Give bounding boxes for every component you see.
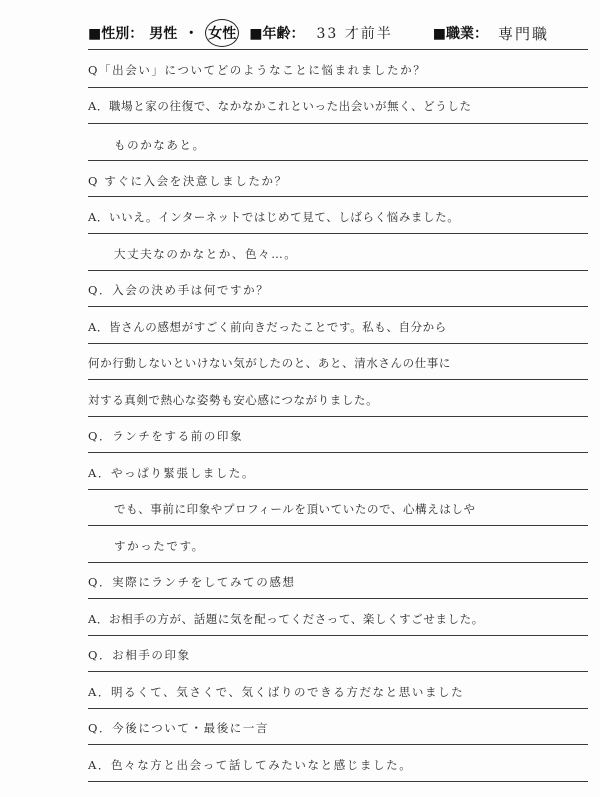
ruled-line [88,306,588,307]
answer-line: A．やっぱり緊張しました。 [88,466,256,480]
question-line: Q．実際にランチをしてみての感想 [88,575,296,589]
question-line: Q．今後について・最後に一言 [88,721,270,735]
profile-header [88,18,588,48]
question-line: Q．ランチをする前の印象 [88,429,244,443]
answer-line: A．職場と家の往復で、なかなかこれといった出会いが無く、どうした [88,99,472,113]
ruled-line [88,525,588,526]
ruled-line [88,196,588,197]
answer-continuation-line: 何か行動しないといけない気がしたのと、あと、清水さんの仕事に [88,356,451,370]
ruled-line [88,598,588,599]
ruled-line [88,744,588,745]
ruled-line [88,562,588,563]
question-line: Q「出会い」についてどのようなことに悩まれましたか？ [88,63,427,77]
ruled-line [88,123,588,124]
gender-label: ■性別： [88,26,144,42]
ruled-line [88,452,588,453]
ruled-line [88,87,588,88]
gender-option-female-circled: 女性 [205,19,239,47]
answer-line: A．お相手の方が、話題に気を配ってくださって、楽しくすごせました。 [88,612,484,626]
answer-continuation-line: すかったです。 [114,539,205,553]
ruled-line [88,671,588,672]
answer-line: A．いいえ。インターネットではじめて見て、しばらく悩みました。 [88,210,460,224]
answer-continuation-line: 大丈夫なのかなとか、色々…。 [114,247,298,261]
ruled-line [88,781,588,782]
occupation-value: 専門職 [497,24,549,43]
ruled-line [88,233,588,234]
ruled-line [88,49,588,50]
question-line: Q すぐに入会を決意しましたか？ [88,174,288,188]
age-value: 33 才前半 [316,26,393,42]
ruled-line [88,708,588,709]
ruled-line [88,635,588,636]
answer-line: A．皆さんの感想がすごく前向きだったことです。私も、自分から [88,320,447,334]
ruled-line [88,343,588,344]
ruled-line [88,489,588,490]
gender-option-male: 男性 [149,26,178,42]
ruled-line [88,160,588,161]
question-line: Q．入会の決め手は何ですか？ [88,283,270,297]
occupation-label: ■職業： [432,26,488,42]
ruled-line [88,270,588,271]
ruled-line [88,416,588,417]
answer-continuation-line: でも、事前に印象やプロフィールを頂いていたので、心構えはしや [114,502,476,516]
gender-separator: ・ [184,26,199,42]
age-label: ■年齢： [249,26,305,42]
answer-continuation-line: 対する真剣で熱心な姿勢も安心感につながりました。 [88,393,379,407]
answer-line: A．明るくて、気さくで、気くばりのできる方だなと思いました [88,685,465,699]
answer-continuation-line: ものかなあと。 [114,138,206,152]
question-line: Q．お相手の印象 [88,648,191,662]
answer-line: A．色々な方と出会って話してみたいなと感じました。 [88,758,413,772]
ruled-line [88,379,588,380]
